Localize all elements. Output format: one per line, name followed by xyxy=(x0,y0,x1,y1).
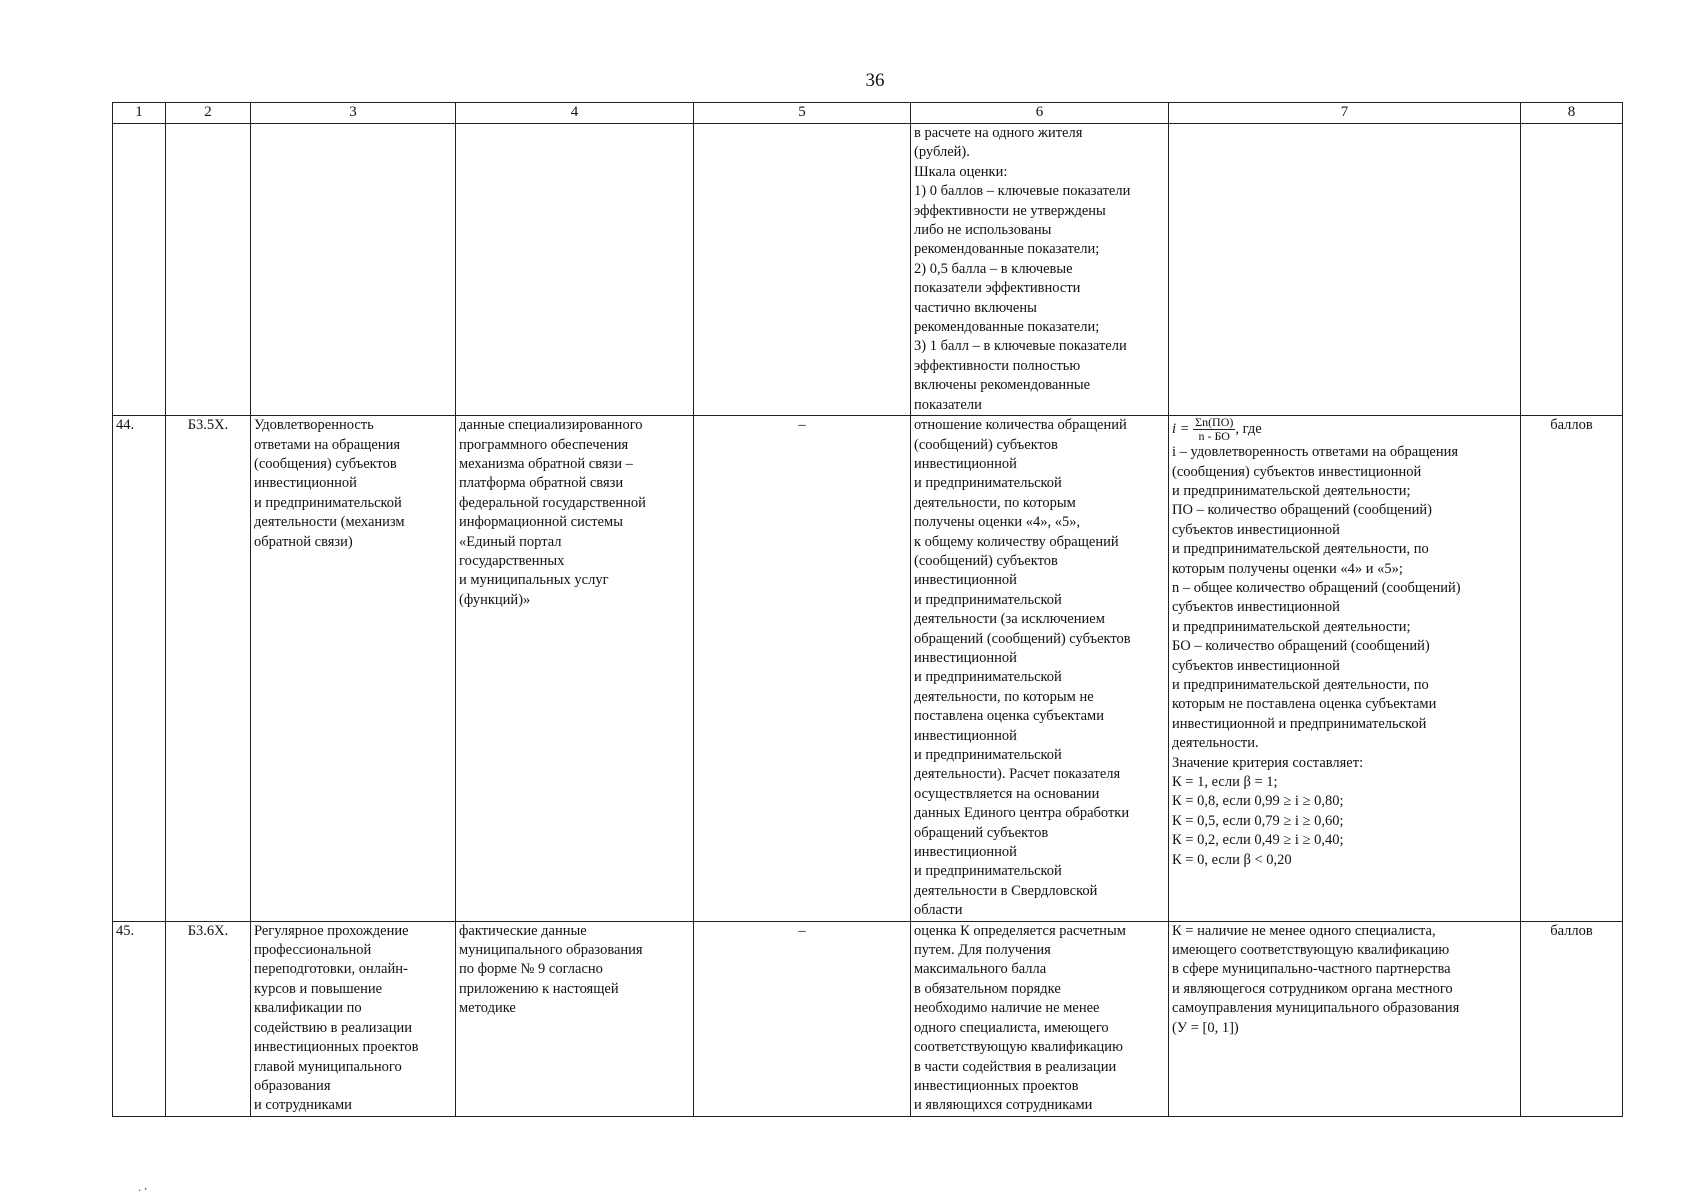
text-line: 2) 0,5 балла – в ключевые xyxy=(914,260,1073,277)
text-line: и являющихся сотрудниками xyxy=(914,1097,1093,1114)
text-line: и предпринимательской xyxy=(914,747,1062,763)
text-line: К = 0,5, если 0,79 ≥ i ≥ 0,60; xyxy=(1172,812,1344,829)
text-line: необходимо наличие не менее xyxy=(914,1000,1100,1017)
text-line: к общему количеству обращений xyxy=(914,533,1119,550)
text-line: (У = [0, 1]) xyxy=(1172,1019,1239,1036)
text-line: приложению к настоящей xyxy=(459,980,619,997)
text-line: показатели эффективности xyxy=(914,280,1081,297)
data-source-cell xyxy=(456,921,694,1116)
page-number: 36 xyxy=(865,70,885,91)
text-line: и предпринимательской xyxy=(914,475,1062,492)
text-line: включены рекомендованные xyxy=(914,377,1091,394)
text-line: i – удовлетворенность ответами на обращения xyxy=(1172,444,1459,461)
text-line: по форме № 9 согласно xyxy=(459,961,603,978)
text-line: инвестиционной xyxy=(914,649,1017,666)
text-line: обращений субъектов xyxy=(914,824,1049,841)
row-number: 45. xyxy=(113,921,166,1116)
unit-cell: баллов xyxy=(1521,921,1623,1116)
text-line: в расчете на одного жителя xyxy=(914,125,1083,141)
text-line: К = 0, если β < 0,20 xyxy=(1172,851,1292,868)
text-line: БО – количество обращений (сообщений) xyxy=(1172,638,1430,655)
text-line: механизма обратной связи – xyxy=(459,455,633,472)
text-line: одного специалиста, имеющего xyxy=(914,1019,1109,1036)
text-line: соответствующую квалификацию xyxy=(914,1039,1123,1056)
text-line: и предпринимательской деятельности; xyxy=(1172,618,1411,635)
column-number-row xyxy=(113,103,1623,124)
row-number: 44. xyxy=(113,416,166,922)
text-line: (сообщений) субъектов xyxy=(914,552,1058,569)
text-line: и являющегося сотрудником органа местного xyxy=(1172,980,1453,997)
text-line: ПО – количество обращений (сообщений) xyxy=(1172,502,1432,519)
text-line: муниципального образования xyxy=(459,942,643,959)
formula-fraction xyxy=(1193,416,1235,443)
continuation-method-cell xyxy=(911,124,1169,416)
text-line: К = 1, если β = 1; xyxy=(1172,774,1278,790)
text-line: профессиональной xyxy=(254,942,372,959)
text-line: и предпринимательской xyxy=(914,863,1062,880)
text-line: деятельности. xyxy=(1172,735,1259,752)
text-line: субъектов инвестиционной xyxy=(1172,521,1340,538)
text-line: (сообщения) субъектов инвестиционной xyxy=(1172,463,1422,480)
text-line: либо не использованы xyxy=(914,222,1052,239)
criteria-table xyxy=(112,102,1623,1117)
text-line: данных Единого центра обработки xyxy=(914,805,1130,822)
text-line: инвестиционной xyxy=(914,844,1017,861)
criteria-text xyxy=(1172,443,1517,870)
text-line: максимального балла xyxy=(914,961,1047,978)
text-line: субъектов инвестиционной xyxy=(1172,599,1340,616)
text-line: 1) 0 баллов – ключевые показатели xyxy=(914,183,1131,200)
text-line: эффективности полностью xyxy=(914,357,1081,374)
indicator-code: Б3.6Х. xyxy=(166,921,251,1116)
text-line: методике xyxy=(459,1000,516,1017)
text-line: Шкала оценки: xyxy=(914,163,1008,180)
column-number: 7 xyxy=(1169,103,1521,124)
text-line: самоуправления муниципального образования xyxy=(1172,1000,1460,1017)
unit-cell: баллов xyxy=(1521,416,1623,922)
column-number: 6 xyxy=(911,103,1169,124)
column-5-value: – xyxy=(694,921,911,1116)
text-line: эффективности не утверждены xyxy=(914,202,1106,219)
column-number: 5 xyxy=(694,103,911,124)
text-line: в сфере муниципально-частного партнерства xyxy=(1172,961,1451,978)
text-line: которым получены оценки «4» и «5»; xyxy=(1172,560,1403,577)
text-line: и предпринимательской деятельности; xyxy=(1172,482,1411,499)
formula xyxy=(1172,416,1517,443)
formula-numerator: Σn(ПО) xyxy=(1195,415,1234,430)
formula-suffix: , где xyxy=(1235,420,1262,437)
text-line: которым не поставлена оценка субъектами xyxy=(1172,696,1437,713)
text-line: и предпринимательской деятельности, по xyxy=(1172,541,1429,558)
text-line: отношение количества обращений xyxy=(914,417,1127,434)
text-line: государственных xyxy=(459,552,565,569)
text-line: инвестиционной xyxy=(914,455,1017,472)
formula-denominator: n - БО xyxy=(1198,429,1230,444)
criteria-cell xyxy=(1169,416,1521,922)
text-line: переподготовки, онлайн- xyxy=(254,961,408,978)
text-line: осуществляется на основании xyxy=(914,785,1100,802)
text-line: К = 0,8, если 0,99 ≥ i ≥ 0,80; xyxy=(1172,793,1344,810)
text-line: (рублей). xyxy=(914,144,970,161)
text-line: в обязательном порядке xyxy=(914,980,1061,997)
text-line: инвестиционной и предпринимательской xyxy=(1172,715,1427,732)
column-number: 3 xyxy=(251,103,456,124)
text-line: имеющего соответствующую квалификацию xyxy=(1172,942,1450,959)
table-row-45 xyxy=(113,921,1623,1116)
text-line: содействию в реализации xyxy=(254,1019,413,1036)
criteria-cell xyxy=(1169,921,1521,1116)
text-line: рекомендованные показатели; xyxy=(914,319,1100,336)
text-line: Удовлетворенность xyxy=(254,417,374,434)
text-line: деятельности, по которым не xyxy=(914,688,1094,705)
text-line: поставлена оценка субъектами xyxy=(914,708,1104,725)
column-5-value: – xyxy=(694,416,911,922)
text-line: и сотрудниками xyxy=(254,1097,352,1114)
text-line: «Единый портал xyxy=(459,533,562,550)
text-line: (функций)» xyxy=(459,591,531,608)
text-line: деятельности, по которым xyxy=(914,494,1076,511)
text-line: платформа обратной связи xyxy=(459,475,624,492)
text-line: (сообщения) субъектов xyxy=(254,455,397,472)
text-line: частично включены xyxy=(914,299,1037,316)
column-number: 4 xyxy=(456,103,694,124)
text-line: курсов и повышение xyxy=(254,980,383,997)
text-line: обращений (сообщений) субъектов xyxy=(914,630,1131,647)
text-line: субъектов инвестиционной xyxy=(1172,657,1340,674)
column-number: 1 xyxy=(113,103,166,124)
column-number: 8 xyxy=(1521,103,1623,124)
text-line: программного обеспечения xyxy=(459,436,629,453)
text-line: Регулярное прохождение xyxy=(254,922,409,939)
text-line: информационной системы xyxy=(459,514,623,531)
text-line: квалификации по xyxy=(254,1000,362,1017)
table-row-44 xyxy=(113,416,1623,922)
text-line: инвестиционной xyxy=(914,727,1017,744)
text-line: деятельности). Расчет показателя xyxy=(914,766,1121,783)
text-line: ответами на обращения xyxy=(254,436,401,453)
text-line: деятельности (механизм xyxy=(254,514,405,531)
text-line: (сообщений) субъектов xyxy=(914,436,1058,453)
text-line: n – общее количество обращений (сообщений) xyxy=(1172,579,1461,596)
text-line: в части содействия в реализации xyxy=(914,1058,1117,1075)
text-line: инвестиционных проектов xyxy=(914,1077,1079,1094)
text-line: К = 0,2, если 0,49 ≥ i ≥ 0,40; xyxy=(1172,832,1344,849)
data-source-cell xyxy=(456,416,694,922)
text-line: инвестиционной xyxy=(914,572,1017,589)
text-line: 3) 1 балл – в ключевые показатели xyxy=(914,338,1127,355)
text-line: показатели xyxy=(914,396,982,413)
text-line: главой муниципального xyxy=(254,1058,402,1075)
formula-lhs: i = xyxy=(1172,420,1190,437)
text-line: оценка К определяется расчетным xyxy=(914,922,1126,939)
scan-marks: . ⸳ xyxy=(138,1180,148,1194)
text-line: обратной связи) xyxy=(254,533,353,550)
text-line: получены оценки «4», «5», xyxy=(914,514,1081,531)
text-line: инвестиционной xyxy=(254,475,357,492)
text-line: и предпринимательской xyxy=(914,591,1062,608)
text-line: деятельности в Свердловской xyxy=(914,882,1098,899)
column-number: 2 xyxy=(166,103,251,124)
method-cell xyxy=(911,416,1169,922)
text-line: К = наличие не менее одного специалиста, xyxy=(1172,922,1436,939)
text-line: путем. Для получения xyxy=(914,942,1051,959)
text-line: и предпринимательской деятельности, по xyxy=(1172,676,1429,693)
indicator-name-cell xyxy=(251,921,456,1116)
text-line: Значение критерия составляет: xyxy=(1172,754,1364,771)
method-cell xyxy=(911,921,1169,1116)
text-line: фактические данные xyxy=(459,922,587,939)
text-line: деятельности (за исключением xyxy=(914,611,1105,628)
text-line: рекомендованные показатели; xyxy=(914,241,1100,258)
text-line: образования xyxy=(254,1077,331,1094)
text-line: и муниципальных услуг xyxy=(459,572,609,589)
text-line: области xyxy=(914,902,963,919)
text-line: федеральной государственной xyxy=(459,494,646,511)
text-line: и предпринимательской xyxy=(254,494,402,511)
indicator-name-cell xyxy=(251,416,456,922)
text-line: данные специализированного xyxy=(459,417,643,434)
text-line: инвестиционных проектов xyxy=(254,1039,419,1056)
continuation-row xyxy=(113,124,1623,416)
indicator-code: Б3.5Х. xyxy=(166,416,251,922)
text-line: и предпринимательской xyxy=(914,669,1062,686)
